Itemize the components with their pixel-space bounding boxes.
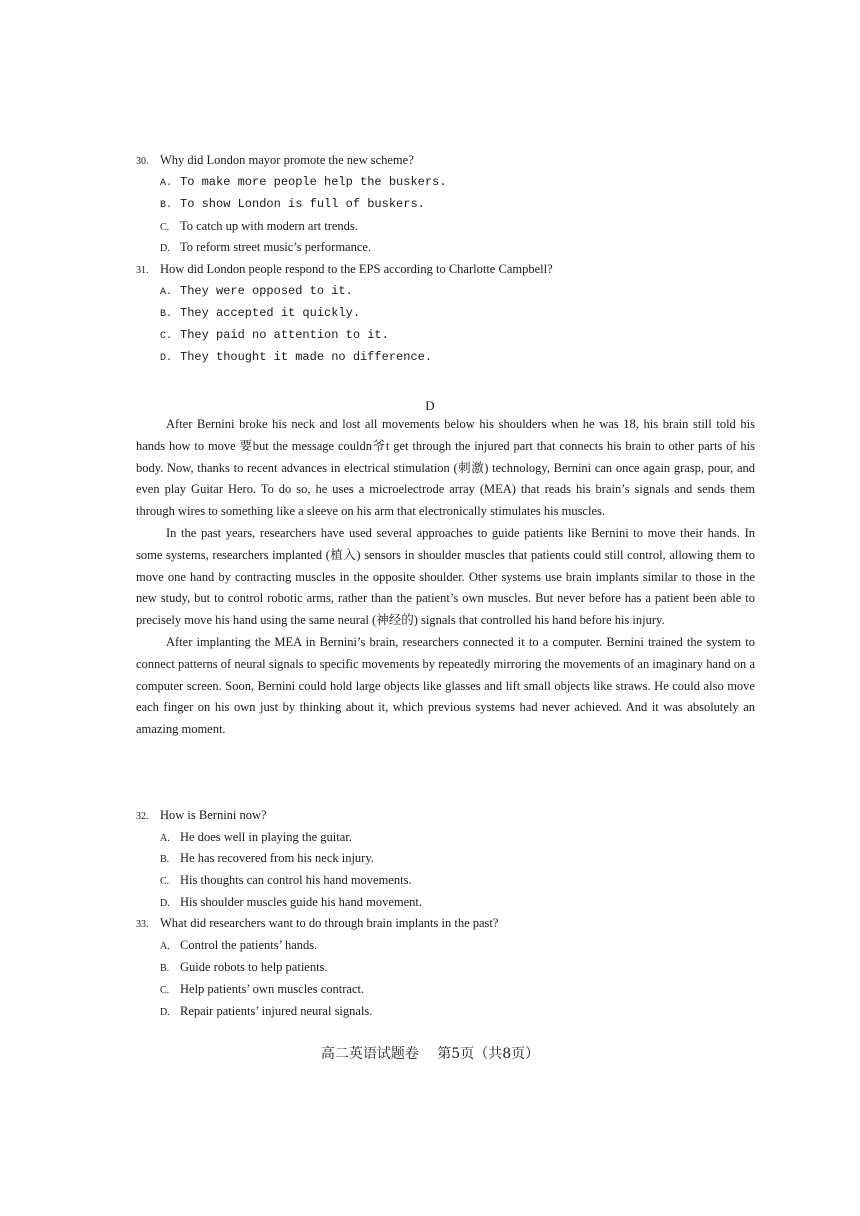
question-number: 33. [136, 919, 149, 930]
question-stem: What did researchers want to do through brain implants in the past? [160, 916, 499, 930]
question-number: 30. [136, 156, 149, 167]
option-31-c: C. They paid no attention to it. [160, 328, 389, 342]
option-30-b: B. To show London is full of buskers. [160, 197, 425, 211]
question-30 [136, 150, 761, 172]
question-33 [136, 913, 761, 935]
passage-paragraph-3: After implanting the MEA in Bernini’s brain, researchers connected it to a computer. Bernini trained the system to connect patterns of neural signals to specific movements by repeatedly mirroring the movements of an imaginary hand on a computer screen. Soon, Bernini could hold large objects like glasses and lift small objects like straws. He could also move each finger on his own just by thinking about it, which previous systems had never achieved. And it was absolutely an amazing moment. [136, 634, 755, 737]
option-30-a: A. To make more people help the buskers. [160, 175, 447, 189]
option-33-a: A. Control the patients’ hands. [160, 938, 318, 952]
option-33-c: C. Help patients’ own muscles contract. [160, 982, 365, 996]
option-30-d: D. To reform street music’s performance. [160, 240, 372, 254]
option-32-b: B. He has recovered from his neck injury. [160, 851, 374, 865]
option-32-a: A. He does well in playing the guitar. [160, 830, 352, 844]
page-footer: 高二英语试题卷 第5页（共8页） [320, 1046, 540, 1062]
passage-paragraph-2: In the past years, researchers have used several approaches to guide patients like Bernini to move their hands. In some systems, researchers implanted (植入) sensors in shoulder muscles that patients could still control, allowing them to move one hand by contracting muscles in the opposite shoulder. Other systems use brain implants similar to those in the new study, but to control robotic arms, rather than the patient’s own muscles. But never before has a patient been able to precisely move his hand using the same neural (神经的) signals that controlled his hand before his injury. [136, 525, 755, 628]
section-title: D [425, 398, 435, 413]
option-33-d: D. Repair patients’ injured neural signals. [160, 1004, 373, 1018]
option-33-b: B. Guide robots to help patients. [160, 960, 328, 974]
question-number: 32. [136, 811, 149, 822]
option-31-b: B. They accepted it quickly. [160, 306, 361, 320]
question-stem: How did London people respond to the EPS according to Charlotte Campbell? [160, 262, 553, 276]
question-number: 31. [136, 265, 149, 276]
question-31 [136, 259, 761, 281]
reading-passage [136, 414, 755, 741]
question-32 [136, 805, 761, 827]
question-stem: How is Bernini now? [160, 808, 267, 822]
option-32-d: D. His shoulder muscles guide his hand movement. [160, 895, 422, 909]
option-32-c: C. His thoughts can control his hand movements. [160, 873, 412, 887]
option-31-d: D. They thought it made no difference. [160, 350, 433, 364]
option-30-c: C. To catch up with modern art trends. [160, 219, 358, 233]
passage-paragraph-1: After Bernini broke his neck and lost all movements below his shoulders when he was 18, his brain still told his hands how to move 要but the message couldn爷t get through the injured part that connects his brain to other parts of his body. Now, thanks to recent advances in electrical stimulation (刺激) technology, Bernini can once again grasp, pour, and even play Guitar Hero. To do so, he uses a microelectrode array (MEA) that reads his brain’s signals and sends them through wires to something like a sleeve on his arm that electronically stimulates his muscles. [136, 417, 755, 519]
question-stem: Why did London mayor promote the new scheme? [160, 153, 414, 167]
option-31-a: A. They were opposed to it. [160, 284, 353, 298]
